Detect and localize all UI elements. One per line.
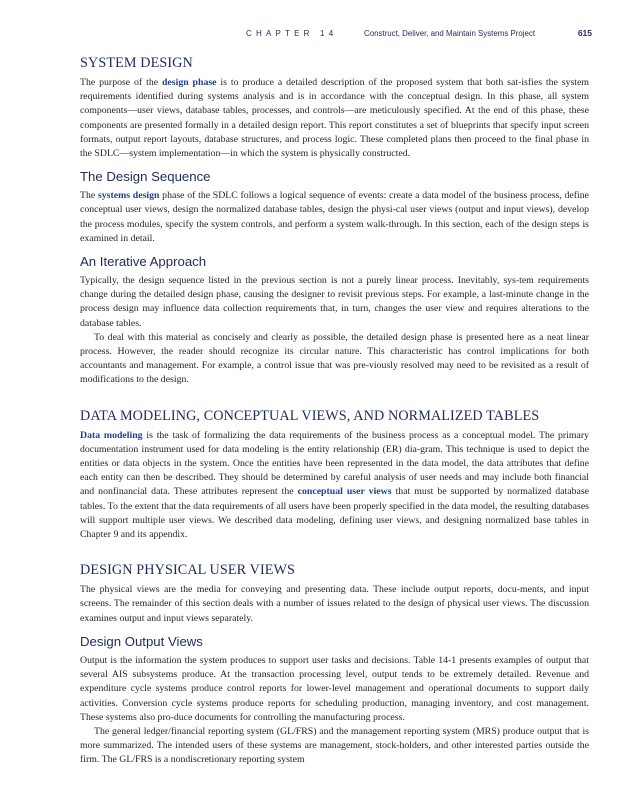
chapter-title: Construct, Deliver, and Maintain Systems Project — [364, 29, 536, 38]
heading-design-output-views: Design Output Views — [80, 633, 203, 649]
running-header — [0, 27, 639, 41]
keyword-conceptual-user-views: conceptual user views — [297, 486, 392, 498]
paragraph-output-views-1: Output is the information the system produces to support user tasks and decisions. Table 14-1 presents examples of output that several AIS subsystems produce. At the transaction processing level, output tends to be extremely detailed. Revenue and expenditure cycle systems produce control reports for lower-level management and operational documents to support daily activities. Conversion cycle systems produce reports for scheduling production, managing inventory, and cost management. These systems also pro-duce documents for controlling the manufacturing process. — [80, 654, 589, 723]
paragraph-system-design: The purpose of the design phase is to produce a detailed description of the proposed system that both sat-isfies the system requirements identified during systems analysis and is in accordance with the conceptual design. In this phase, all system components—user views, database tables, processes, and controls—are meticulously specified. At the end of this phase, these components are presented formally in a detailed design report. This report constitutes a set of blueprints that specify input screen formats, output report layouts, database structures, and process logic. These completed plans then proceed to the final phase in the SDLC—system implementation—in which the system is physically constructed. — [80, 77, 589, 160]
heading-system-design: SYSTEM DESIGN — [80, 55, 193, 71]
paragraph-data-modeling: Data modeling is the task of formalizing the data requirements of the business process as a conceptual model. The primary documentation instrument used for data modeling is the entity relationship (ER) dia-gram. This technique is used to depict the entities or data objects in the system. Once the entities have been represented in the data model, the data attributes that define each entity can then be described. They should be determined by careful analysis of user needs and may include both financial and nonfinancial data. These attributes represent the conceptual user views that must be supported by normalized database tables. To the extent that the data requirements of all users have been properly specified in the data model, the resulting databases will support multiple user views. We described data modeling, defining user views, and designing normalized base tables in Chapter 9 and its appendix. — [80, 429, 589, 541]
paragraph-output-views-2: The general ledger/financial reporting system (GL/FRS) and the management reporting system (MRS) produce output that is more summarized. The intended users of these systems are management, stock-holders, and other interested parties outside the firm. The GL/FRS is a nondiscretionary reporting system — [80, 725, 589, 766]
paragraph-physical-views: The physical views are the media for conveying and presenting data. These include output reports, docu-ments, and input screens. The remainder of this section deals with a number of issues related to the design of physical user views. The discussion examines output and input views separately. — [80, 584, 589, 624]
page-number: 615 — [577, 28, 592, 38]
page-body — [80, 55, 589, 768]
keyword-data-modeling: Data modeling — [80, 429, 143, 441]
heading-physical-user-views: DESIGN PHYSICAL USER VIEWS — [80, 562, 296, 579]
chapter-label: CHAPTER 14 — [246, 29, 338, 38]
keyword-design-phase: design phase — [161, 77, 217, 88]
heading-iterative-approach: An Iterative Approach — [80, 254, 207, 270]
heading-data-modeling: DATA MODELING, CONCEPTUAL VIEWS, AND NORMALIZED TABLES — [80, 407, 540, 424]
heading-design-sequence: The Design Sequence — [80, 169, 211, 185]
keyword-systems-design: systems design — [97, 190, 160, 202]
paragraph-design-sequence: The systems design phase of the SDLC follows a logical sequence of events: create a data model of the business process, define conceptual user views, design the normalized database tables, design the physi-cal user views (output and input views), develop the process modules, specify the system controls, and perform a system walk-through. In this section, each of the design steps is examined in detail. — [80, 190, 589, 244]
paragraph-iterative-1: Typically, the design sequence listed in the previous section is not a purely linear process. Inevitably, sys-tem requirements change during the detailed design phase, causing the designer to revisit previous steps. For example, a last-minute change in the process design may influence data collection requirements that, in turn, changes the user view and requires alterations to the database tables. — [80, 275, 589, 329]
paragraph-iterative-2: To deal with this material as concisely and clearly as possible, the detailed design phase is presented here as a neat linear process. However, the reader should recognize its circular nature. This characteristic has control implications for both accountants and management. For example, a control issue that was pre-viously resolved may need to be revisited as a result of modifications to the design. — [80, 331, 589, 386]
